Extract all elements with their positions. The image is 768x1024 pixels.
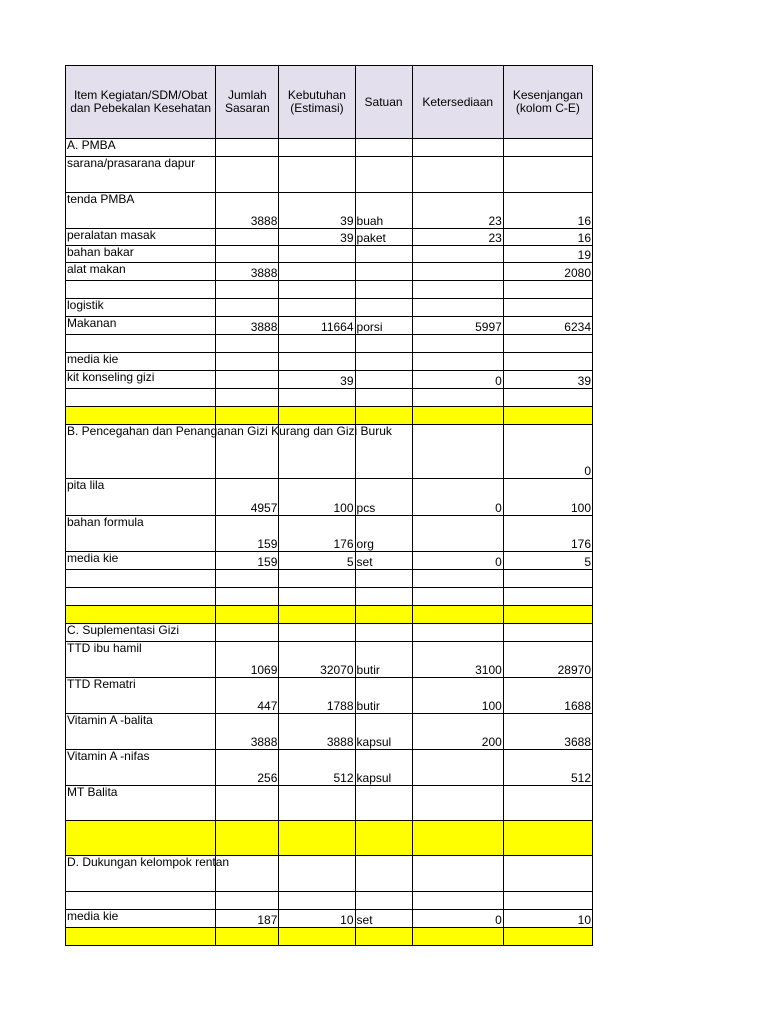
table-row xyxy=(66,317,593,335)
cell-item: media kie xyxy=(66,552,216,570)
cell-satuan xyxy=(355,299,412,317)
spreadsheet-table xyxy=(65,65,593,946)
cell-jumlah-sasaran xyxy=(216,570,279,588)
cell-jumlah-sasaran: 1069 xyxy=(216,642,279,678)
cell-kesenjangan: 19 xyxy=(503,246,592,263)
table-row xyxy=(66,588,593,606)
cell-kesenjangan xyxy=(503,407,592,425)
table-row xyxy=(66,246,593,263)
cell-jumlah-sasaran: 3888 xyxy=(216,317,279,335)
table-row xyxy=(66,193,593,229)
table-row xyxy=(66,407,593,425)
cell-item: kit konseling gizi xyxy=(66,371,216,389)
cell-kesenjangan xyxy=(503,353,592,371)
cell-jumlah-sasaran xyxy=(216,139,279,157)
table-row xyxy=(66,425,593,479)
cell-jumlah-sasaran xyxy=(216,588,279,606)
cell-item: Makanan xyxy=(66,317,216,335)
cell-satuan: kapsul xyxy=(355,750,412,786)
cell-jumlah-sasaran: 159 xyxy=(216,516,279,552)
cell-ketersediaan: 0 xyxy=(412,479,503,516)
cell-kesenjangan xyxy=(503,299,592,317)
table-row xyxy=(66,371,593,389)
cell-item xyxy=(66,588,216,606)
cell-kebutuhan: 10 xyxy=(279,910,355,928)
table-row xyxy=(66,910,593,928)
cell-item: B. Pencegahan dan Penanganan Gizi Kurang dan Gizi Buruk xyxy=(66,425,216,479)
cell-jumlah-sasaran: 447 xyxy=(216,678,279,714)
cell-item xyxy=(66,606,216,624)
table-row xyxy=(66,928,593,946)
cell-kesenjangan: 10 xyxy=(503,910,592,928)
cell-satuan xyxy=(355,139,412,157)
cell-item: C. Suplementasi Gizi xyxy=(66,624,216,642)
cell-item xyxy=(66,928,216,946)
cell-jumlah-sasaran xyxy=(216,892,279,910)
cell-ketersediaan xyxy=(412,139,503,157)
table-row xyxy=(66,678,593,714)
cell-kebutuhan xyxy=(279,407,355,425)
cell-jumlah-sasaran xyxy=(216,246,279,263)
table-row xyxy=(66,624,593,642)
cell-kesenjangan: 28970 xyxy=(503,642,592,678)
cell-ketersediaan xyxy=(412,821,503,856)
cell-jumlah-sasaran xyxy=(216,281,279,299)
cell-kebutuhan: 39 xyxy=(279,371,355,389)
cell-ketersediaan xyxy=(412,407,503,425)
cell-ketersediaan xyxy=(412,389,503,407)
cell-item: alat makan xyxy=(66,263,216,281)
cell-jumlah-sasaran xyxy=(216,335,279,353)
table-row xyxy=(66,299,593,317)
table-row xyxy=(66,335,593,353)
cell-item: media kie xyxy=(66,910,216,928)
cell-kesenjangan xyxy=(503,281,592,299)
cell-kebutuhan xyxy=(279,139,355,157)
cell-ketersediaan xyxy=(412,786,503,821)
cell-satuan: buah xyxy=(355,193,412,229)
table-row xyxy=(66,389,593,407)
cell-kebutuhan: 39 xyxy=(279,229,355,246)
cell-kesenjangan xyxy=(503,570,592,588)
cell-jumlah-sasaran xyxy=(216,353,279,371)
cell-kesenjangan xyxy=(503,588,592,606)
cell-jumlah-sasaran xyxy=(216,299,279,317)
cell-jumlah-sasaran xyxy=(216,928,279,946)
cell-satuan xyxy=(355,570,412,588)
cell-item: bahan bakar xyxy=(66,246,216,263)
cell-ketersediaan xyxy=(412,570,503,588)
table-row xyxy=(66,606,593,624)
cell-kebutuhan: 5 xyxy=(279,552,355,570)
cell-kesenjangan xyxy=(503,624,592,642)
cell-jumlah-sasaran xyxy=(216,229,279,246)
cell-ketersediaan xyxy=(412,928,503,946)
table-body xyxy=(66,139,593,946)
header-row xyxy=(66,66,593,139)
table-row xyxy=(66,353,593,371)
cell-kebutuhan: 1788 xyxy=(279,678,355,714)
table-row xyxy=(66,642,593,678)
cell-satuan xyxy=(355,157,412,193)
cell-kesenjangan: 1688 xyxy=(503,678,592,714)
cell-satuan: paket xyxy=(355,229,412,246)
cell-item: sarana/prasarana dapur xyxy=(66,157,216,193)
cell-satuan xyxy=(355,353,412,371)
cell-ketersediaan: 3100 xyxy=(412,642,503,678)
table-row xyxy=(66,786,593,821)
cell-kebutuhan: 32070 xyxy=(279,642,355,678)
cell-kesenjangan xyxy=(503,856,592,892)
cell-kesenjangan xyxy=(503,606,592,624)
cell-kebutuhan xyxy=(279,246,355,263)
cell-ketersediaan: 23 xyxy=(412,229,503,246)
cell-satuan xyxy=(355,606,412,624)
cell-satuan xyxy=(355,281,412,299)
cell-item xyxy=(66,407,216,425)
cell-jumlah-sasaran: 4957 xyxy=(216,479,279,516)
cell-satuan: porsi xyxy=(355,317,412,335)
cell-jumlah-sasaran: 256 xyxy=(216,750,279,786)
cell-ketersediaan: 5997 xyxy=(412,317,503,335)
cell-kebutuhan: 3888 xyxy=(279,714,355,750)
cell-satuan: set xyxy=(355,910,412,928)
cell-jumlah-sasaran xyxy=(216,624,279,642)
table-row xyxy=(66,570,593,588)
cell-kesenjangan: 16 xyxy=(503,193,592,229)
header-satuan: Satuan xyxy=(355,66,412,139)
cell-kesenjangan: 176 xyxy=(503,516,592,552)
cell-kebutuhan xyxy=(279,606,355,624)
cell-ketersediaan xyxy=(412,856,503,892)
cell-jumlah-sasaran xyxy=(216,389,279,407)
cell-item: A. PMBA xyxy=(66,139,216,157)
cell-kesenjangan: 39 xyxy=(503,371,592,389)
cell-kebutuhan xyxy=(279,299,355,317)
cell-kesenjangan xyxy=(503,139,592,157)
cell-item xyxy=(66,570,216,588)
cell-kesenjangan: 5 xyxy=(503,552,592,570)
cell-kebutuhan xyxy=(279,624,355,642)
cell-kesenjangan: 512 xyxy=(503,750,592,786)
cell-satuan: butir xyxy=(355,678,412,714)
cell-ketersediaan xyxy=(412,606,503,624)
cell-kesenjangan xyxy=(503,892,592,910)
cell-jumlah-sasaran xyxy=(216,606,279,624)
cell-ketersediaan xyxy=(412,425,503,479)
cell-ketersediaan xyxy=(412,157,503,193)
cell-jumlah-sasaran xyxy=(216,157,279,193)
cell-satuan xyxy=(355,371,412,389)
table-row xyxy=(66,139,593,157)
cell-kebutuhan xyxy=(279,335,355,353)
cell-kebutuhan xyxy=(279,821,355,856)
cell-kebutuhan: 100 xyxy=(279,479,355,516)
cell-item: tenda PMBA xyxy=(66,193,216,229)
table-row xyxy=(66,281,593,299)
cell-ketersediaan xyxy=(412,263,503,281)
table-row xyxy=(66,552,593,570)
cell-ketersediaan xyxy=(412,281,503,299)
cell-satuan xyxy=(355,624,412,642)
table-row xyxy=(66,856,593,892)
cell-satuan xyxy=(355,407,412,425)
cell-item xyxy=(66,335,216,353)
cell-jumlah-sasaran: 3888 xyxy=(216,714,279,750)
cell-item xyxy=(66,892,216,910)
cell-item xyxy=(66,281,216,299)
cell-satuan xyxy=(355,335,412,353)
cell-ketersediaan: 23 xyxy=(412,193,503,229)
cell-kesenjangan xyxy=(503,821,592,856)
cell-ketersediaan xyxy=(412,516,503,552)
cell-kebutuhan xyxy=(279,263,355,281)
cell-ketersediaan xyxy=(412,588,503,606)
cell-kesenjangan: 2080 xyxy=(503,263,592,281)
cell-jumlah-sasaran: 3888 xyxy=(216,263,279,281)
cell-item: TTD ibu hamil xyxy=(66,642,216,678)
cell-ketersediaan xyxy=(412,353,503,371)
cell-item: bahan formula xyxy=(66,516,216,552)
cell-satuan xyxy=(355,821,412,856)
cell-kesenjangan xyxy=(503,786,592,821)
cell-ketersediaan xyxy=(412,624,503,642)
cell-kebutuhan xyxy=(279,389,355,407)
cell-item: Vitamin A -nifas xyxy=(66,750,216,786)
cell-ketersediaan xyxy=(412,299,503,317)
table-row xyxy=(66,229,593,246)
header-kesenjangan: Kesenjangan (kolom C-E) xyxy=(503,66,592,139)
cell-item: media kie xyxy=(66,353,216,371)
cell-kesenjangan xyxy=(503,157,592,193)
header-kebutuhan: Kebutuhan (Estimasi) xyxy=(279,66,355,139)
cell-satuan xyxy=(355,786,412,821)
cell-ketersediaan xyxy=(412,750,503,786)
cell-satuan xyxy=(355,246,412,263)
cell-ketersediaan: 0 xyxy=(412,552,503,570)
cell-kebutuhan: 176 xyxy=(279,516,355,552)
cell-item xyxy=(66,389,216,407)
cell-item: MT Balita xyxy=(66,786,216,821)
cell-kesenjangan xyxy=(503,928,592,946)
cell-jumlah-sasaran xyxy=(216,786,279,821)
cell-item: logistik xyxy=(66,299,216,317)
cell-item: peralatan masak xyxy=(66,229,216,246)
cell-kebutuhan xyxy=(279,570,355,588)
header-item: Item Kegiatan/SDM/Obat dan Pebekalan Kesehatan xyxy=(66,66,216,139)
cell-kebutuhan xyxy=(279,856,355,892)
cell-satuan: pcs xyxy=(355,479,412,516)
cell-item: D. Dukungan kelompok rentan xyxy=(66,856,216,892)
cell-ketersediaan: 0 xyxy=(412,910,503,928)
cell-item xyxy=(66,821,216,856)
cell-satuan xyxy=(355,588,412,606)
cell-satuan xyxy=(355,389,412,407)
cell-ketersediaan: 100 xyxy=(412,678,503,714)
table-row xyxy=(66,821,593,856)
cell-ketersediaan: 0 xyxy=(412,371,503,389)
cell-kebutuhan xyxy=(279,588,355,606)
cell-jumlah-sasaran: 187 xyxy=(216,910,279,928)
cell-satuan: kapsul xyxy=(355,714,412,750)
header-jumlah-sasaran: Jumlah Sasaran xyxy=(216,66,279,139)
cell-jumlah-sasaran xyxy=(216,407,279,425)
cell-ketersediaan: 200 xyxy=(412,714,503,750)
cell-kebutuhan xyxy=(279,928,355,946)
cell-jumlah-sasaran xyxy=(216,821,279,856)
cell-kesenjangan: 6234 xyxy=(503,317,592,335)
cell-item: Vitamin A -balita xyxy=(66,714,216,750)
cell-satuan xyxy=(355,892,412,910)
cell-satuan xyxy=(355,928,412,946)
cell-kebutuhan xyxy=(279,786,355,821)
table-row xyxy=(66,263,593,281)
cell-jumlah-sasaran xyxy=(216,371,279,389)
cell-item: pita lila xyxy=(66,479,216,516)
cell-kebutuhan xyxy=(279,353,355,371)
table-row xyxy=(66,714,593,750)
cell-ketersediaan xyxy=(412,335,503,353)
cell-kesenjangan xyxy=(503,335,592,353)
table-row xyxy=(66,516,593,552)
cell-jumlah-sasaran: 159 xyxy=(216,552,279,570)
cell-kebutuhan: 11664 xyxy=(279,317,355,335)
cell-kesenjangan: 16 xyxy=(503,229,592,246)
cell-kebutuhan: 512 xyxy=(279,750,355,786)
cell-jumlah-sasaran: 3888 xyxy=(216,193,279,229)
cell-kebutuhan xyxy=(279,281,355,299)
table-row xyxy=(66,479,593,516)
cell-satuan: org xyxy=(355,516,412,552)
cell-kesenjangan: 100 xyxy=(503,479,592,516)
cell-kesenjangan: 3688 xyxy=(503,714,592,750)
cell-satuan: butir xyxy=(355,642,412,678)
table-row xyxy=(66,892,593,910)
cell-satuan xyxy=(355,263,412,281)
cell-item: TTD Rematri xyxy=(66,678,216,714)
table-row xyxy=(66,157,593,193)
cell-ketersediaan xyxy=(412,892,503,910)
cell-kebutuhan xyxy=(279,157,355,193)
cell-ketersediaan xyxy=(412,246,503,263)
cell-kebutuhan: 39 xyxy=(279,193,355,229)
header-ketersediaan: Ketersediaan xyxy=(412,66,503,139)
cell-satuan xyxy=(355,856,412,892)
cell-satuan: set xyxy=(355,552,412,570)
cell-kesenjangan xyxy=(503,389,592,407)
cell-kesenjangan: 0 xyxy=(503,425,592,479)
cell-kebutuhan xyxy=(279,892,355,910)
table-row xyxy=(66,750,593,786)
